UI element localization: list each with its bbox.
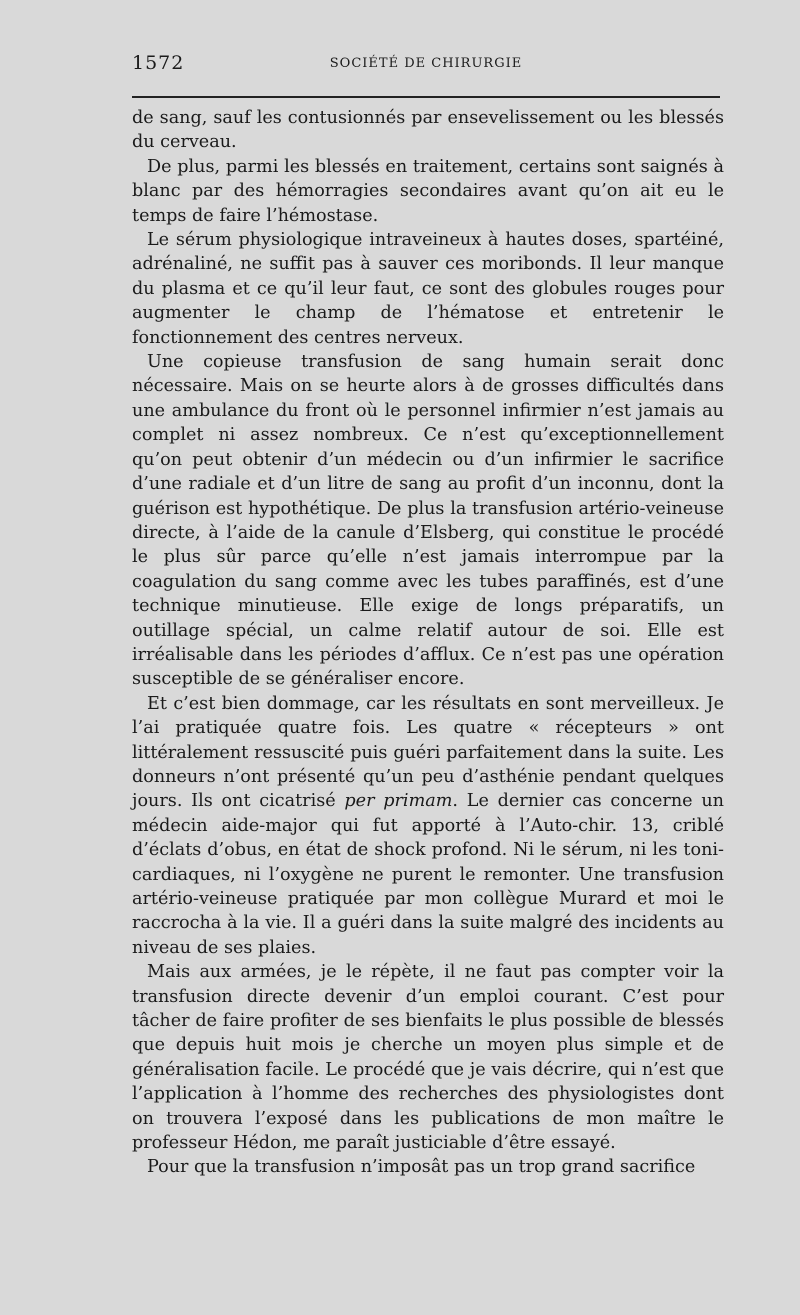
paragraph-secondary-hemorrhage: De plus, parmi les blessés en traitement, certains sont saignés à blanc par des hémorragies secondaires avant qu’on ait eu le temps de faire l’hémostase.: [132, 156, 724, 226]
paragraph-serum: Le sérum physiologique intraveineux à hautes doses, spartéiné, adrénaliné, ne suffit pas à sauver ces moribonds. Il leur manque du plasma et ce qu’il leur faut, ce sont des globules rouges pour augmenter le champ de l’hématose et entretenir le fonctionnement des centres nerveux.: [132, 230, 724, 348]
page-number: 1572: [132, 52, 185, 74]
paragraph-results: Et c’est bien dommage, car les résultats en sont merveilleux. Je l’ai pratiquée quatre fois. Les quatre « récepteurs » ont littéralement ressuscité puis guéri parfaitement dans la suite. Les donneurs n’ont présenté qu’un peu d’asthénie pendant quelques jours. Ils ont cicatrisé per primam. Le dernier cas concerne un médecin aide-major qui fut apporté à l’Auto-chir. 13, criblé d’éclats d’obus, en état de shock profond. Ni le sérum, ni les toni-cardiaques, ni l’oxygène ne purent le remonter. Une transfusion artério-veineuse pratiquée par mon collègue Murard et moi le raccrocha à la vie. Il a guéri dans la suite malgré des incidents au niveau de ses plaies.: [132, 693, 724, 958]
paragraph-continuation: de sang, sauf les contusionnés par ensevelissement ou les blessés du cerveau.: [132, 108, 724, 153]
running-title: SOCIÉTÉ DE CHIRURGIE: [329, 56, 523, 71]
italic-term: per primam: [344, 791, 453, 812]
header-rule: [132, 96, 720, 98]
paragraph-transfusion-difficulties: Une copieuse transfusion de sang humain serait donc nécessaire. Mais on se heurte alors à de grosses difficultés dans une ambulance du front où le personnel infirmier n’est jamais au complet ni assez nombreux. Ce n’est qu’exceptionnellement qu’on peut obtenir d’un médecin ou d’un infirmier le sacrifice d’une radiale et d’un litre de sang au profit d’un inconnu, dont la guérison est hypothétique. De plus la transfusion artério-veineuse directe, à l’aide de la canule d’Elsberg, qui constitue le procédé le plus sûr parce qu’elle n’est jamais interrompue par la coagulation du sang comme avec les tubes paraffinés, est d’une technique minutieuse. Elle exige de longs préparatifs, un outillage spécial, un calme relatif autour de soi. Elle est irréalisable dans les périodes d’afflux. Ce n’est pas une opération susceptible de se généraliser encore.: [132, 352, 724, 690]
page-header: [132, 52, 720, 78]
paragraph-final: Pour que la transfusion n’imposât pas un trop grand sacrifice: [147, 1157, 696, 1178]
paragraph-method: Mais aux armées, je le répète, il ne faut pas compter voir la transfusion directe devenir d’un emploi courant. C’est pour tâcher de faire profiter de ses bienfaits le plus possible de blessés que depuis huit mois je cherche un moyen plus simple et de généralisation facile. Le procédé que je vais décrire, qui n’est que l’application à l’homme des recherches des physiologistes dont on trouvera l’exposé dans les publications de mon maître le professeur Hédon, me paraît justiciable d’être essayé.: [132, 962, 724, 1154]
body-text: [132, 106, 724, 1180]
